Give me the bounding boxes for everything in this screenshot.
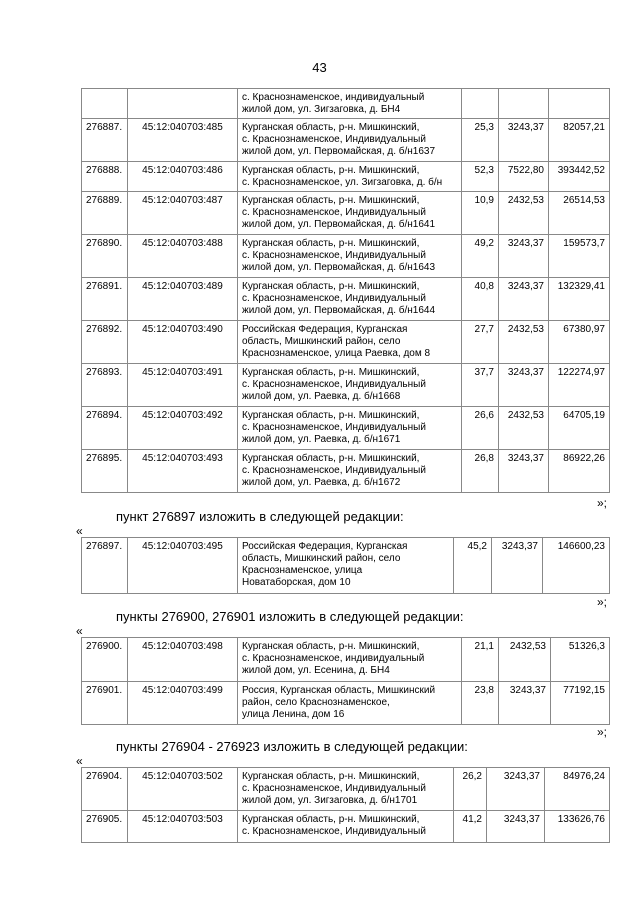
total <box>549 89 610 119</box>
table-row <box>82 450 610 493</box>
area: 26,6 <box>462 407 499 450</box>
address: Россия, Курганская область, Мишкинский район, село Краснознаменское, улица Ленина, дом 16 <box>238 682 462 725</box>
total: 77192,15 <box>551 682 610 725</box>
area: 40,8 <box>462 278 499 321</box>
cadastral-number: 45:12:040703:492 <box>128 407 238 450</box>
opening-quote: « <box>76 624 83 638</box>
total: 122274,97 <box>549 364 610 407</box>
page-number: 43 <box>312 60 327 75</box>
area: 23,8 <box>462 682 499 725</box>
area: 45,2 <box>454 538 492 594</box>
row-number: 276889. <box>82 192 128 235</box>
address: Российская Федерация, Курганская область, Мишкинский район, село Краснознаменское, улица Раевка, дом 8 <box>238 321 462 364</box>
total: 64705,19 <box>549 407 610 450</box>
address: Курганская область, р-н. Мишкинский, с. Краснознаменское, Индивидуальный жилой дом, ул. Первомайская, д. б/н1637 <box>238 119 462 162</box>
area: 41,2 <box>454 811 487 843</box>
total: 51326,3 <box>551 638 610 682</box>
row-number: 276888. <box>82 162 128 192</box>
address: Курганская область, р-н. Мишкинский, с. Краснознаменское, Индивидуальный жилой дом, ул. Зигзаговка, д. б/н1701 <box>238 768 454 811</box>
table-row <box>82 119 610 162</box>
address: Курганская область, р-н. Мишкинский, с. Краснознаменское, Индивидуальный жилой дом, ул. Раевка, д. б/н1668 <box>238 364 462 407</box>
address: Курганская область, р-н. Мишкинский, с. Краснознаменское, Индивидуальный <box>238 811 454 843</box>
cadastral-number: 45:12:040703:503 <box>128 811 238 843</box>
price: 3243,37 <box>499 235 549 278</box>
amendment-paragraph: пункт 276897 изложить в следующей редакции: <box>116 509 404 524</box>
total: 84976,24 <box>545 768 610 811</box>
address: Курганская область, р-н. Мишкинский, с. Краснознаменское, индивидуальный жилой дом, ул. Есенина, д. БН4 <box>238 638 462 682</box>
area: 49,2 <box>462 235 499 278</box>
total: 132329,41 <box>549 278 610 321</box>
cadastral-number: 45:12:040703:502 <box>128 768 238 811</box>
address: Курганская область, р-н. Мишкинский, с. Краснознаменское, Индивидуальный жилой дом, ул. Раевка, д. б/н1672 <box>238 450 462 493</box>
cadastral-number: 45:12:040703:487 <box>128 192 238 235</box>
address: с. Краснознаменское, индивидуальный жилой дом, ул. Зигзаговка, д. БН4 <box>238 89 462 119</box>
cadastral-number: 45:12:040703:485 <box>128 119 238 162</box>
row-number: 276892. <box>82 321 128 364</box>
price: 2432,53 <box>499 638 551 682</box>
opening-quote: « <box>76 524 83 538</box>
price: 3243,37 <box>487 768 545 811</box>
table-row <box>82 768 610 811</box>
price: 7522,80 <box>499 162 549 192</box>
closing-quote: »; <box>597 725 608 739</box>
table-row <box>82 682 610 725</box>
table-row <box>82 192 610 235</box>
area: 10,9 <box>462 192 499 235</box>
total: 133626,76 <box>545 811 610 843</box>
row-number <box>82 89 128 119</box>
row-number: 276890. <box>82 235 128 278</box>
area: 26,2 <box>454 768 487 811</box>
cadastral-number: 45:12:040703:489 <box>128 278 238 321</box>
table-row <box>82 638 610 682</box>
cadastral-number: 45:12:040703:495 <box>128 538 238 594</box>
registry-table-3 <box>81 637 610 725</box>
address: Курганская область, р-н. Мишкинский, с. Краснознаменское, Индивидуальный жилой дом, ул. Первомайская, д. б/н1644 <box>238 278 462 321</box>
area: 27,7 <box>462 321 499 364</box>
price: 3243,37 <box>499 450 549 493</box>
table-row <box>82 811 610 843</box>
address: Курганская область, р-н. Мишкинский, с. Краснознаменское, Индивидуальный жилой дом, ул. Первомайская, д. б/н1641 <box>238 192 462 235</box>
total: 86922,26 <box>549 450 610 493</box>
row-number: 276905. <box>82 811 128 843</box>
amendment-paragraph: пункты 276904 - 276923 изложить в следующей редакции: <box>116 739 468 754</box>
address: Курганская область, р-н. Мишкинский, с. Краснознаменское, Индивидуальный жилой дом, ул. Раевка, д. б/н1671 <box>238 407 462 450</box>
cadastral-number: 45:12:040703:486 <box>128 162 238 192</box>
total: 159573,7 <box>549 235 610 278</box>
row-number: 276887. <box>82 119 128 162</box>
table-row <box>82 364 610 407</box>
price: 3243,37 <box>499 278 549 321</box>
total: 82057,21 <box>549 119 610 162</box>
registry-table-4 <box>81 767 610 843</box>
row-number: 276895. <box>82 450 128 493</box>
closing-quote: »; <box>597 496 608 510</box>
address: Курганская область, р-н. Мишкинский, с. Краснознаменское, ул. Зигзаговка, д. б/н <box>238 162 462 192</box>
price: 3243,37 <box>499 682 551 725</box>
area <box>462 89 499 119</box>
table-row <box>82 162 610 192</box>
amendment-paragraph: пункты 276900, 276901 изложить в следующей редакции: <box>116 609 464 624</box>
table-row <box>82 321 610 364</box>
area: 26,8 <box>462 450 499 493</box>
table-row <box>82 538 610 594</box>
cadastral-number: 45:12:040703:499 <box>128 682 238 725</box>
row-number: 276897. <box>82 538 128 594</box>
total: 393442,52 <box>549 162 610 192</box>
table-row <box>82 89 610 119</box>
cadastral-number: 45:12:040703:490 <box>128 321 238 364</box>
price: 3243,37 <box>499 119 549 162</box>
row-number: 276904. <box>82 768 128 811</box>
row-number: 276900. <box>82 638 128 682</box>
registry-table-1 <box>81 88 610 493</box>
cadastral-number: 45:12:040703:488 <box>128 235 238 278</box>
table-row <box>82 235 610 278</box>
row-number: 276901. <box>82 682 128 725</box>
opening-quote: « <box>76 754 83 768</box>
registry-table-2 <box>81 537 610 594</box>
row-number: 276891. <box>82 278 128 321</box>
cadastral-number: 45:12:040703:491 <box>128 364 238 407</box>
price: 3243,37 <box>492 538 543 594</box>
total: 67380,97 <box>549 321 610 364</box>
row-number: 276893. <box>82 364 128 407</box>
area: 21,1 <box>462 638 499 682</box>
price: 2432,53 <box>499 407 549 450</box>
closing-quote: »; <box>597 595 608 609</box>
price: 2432,53 <box>499 192 549 235</box>
price: 3243,37 <box>487 811 545 843</box>
cadastral-number: 45:12:040703:493 <box>128 450 238 493</box>
price: 3243,37 <box>499 364 549 407</box>
price: 2432,53 <box>499 321 549 364</box>
price <box>499 89 549 119</box>
address: Курганская область, р-н. Мишкинский, с. Краснознаменское, Индивидуальный жилой дом, ул. Первомайская, д. б/н1643 <box>238 235 462 278</box>
cadastral-number: 45:12:040703:498 <box>128 638 238 682</box>
cadastral-number <box>128 89 238 119</box>
total: 146600,23 <box>543 538 610 594</box>
area: 37,7 <box>462 364 499 407</box>
table-row <box>82 278 610 321</box>
row-number: 276894. <box>82 407 128 450</box>
area: 52,3 <box>462 162 499 192</box>
table-row <box>82 407 610 450</box>
total: 26514,53 <box>549 192 610 235</box>
address: Российская Федерация, Курганская область, Мишкинский район, село Краснознаменское, улица Новатаборская, дом 10 <box>238 538 454 594</box>
area: 25,3 <box>462 119 499 162</box>
